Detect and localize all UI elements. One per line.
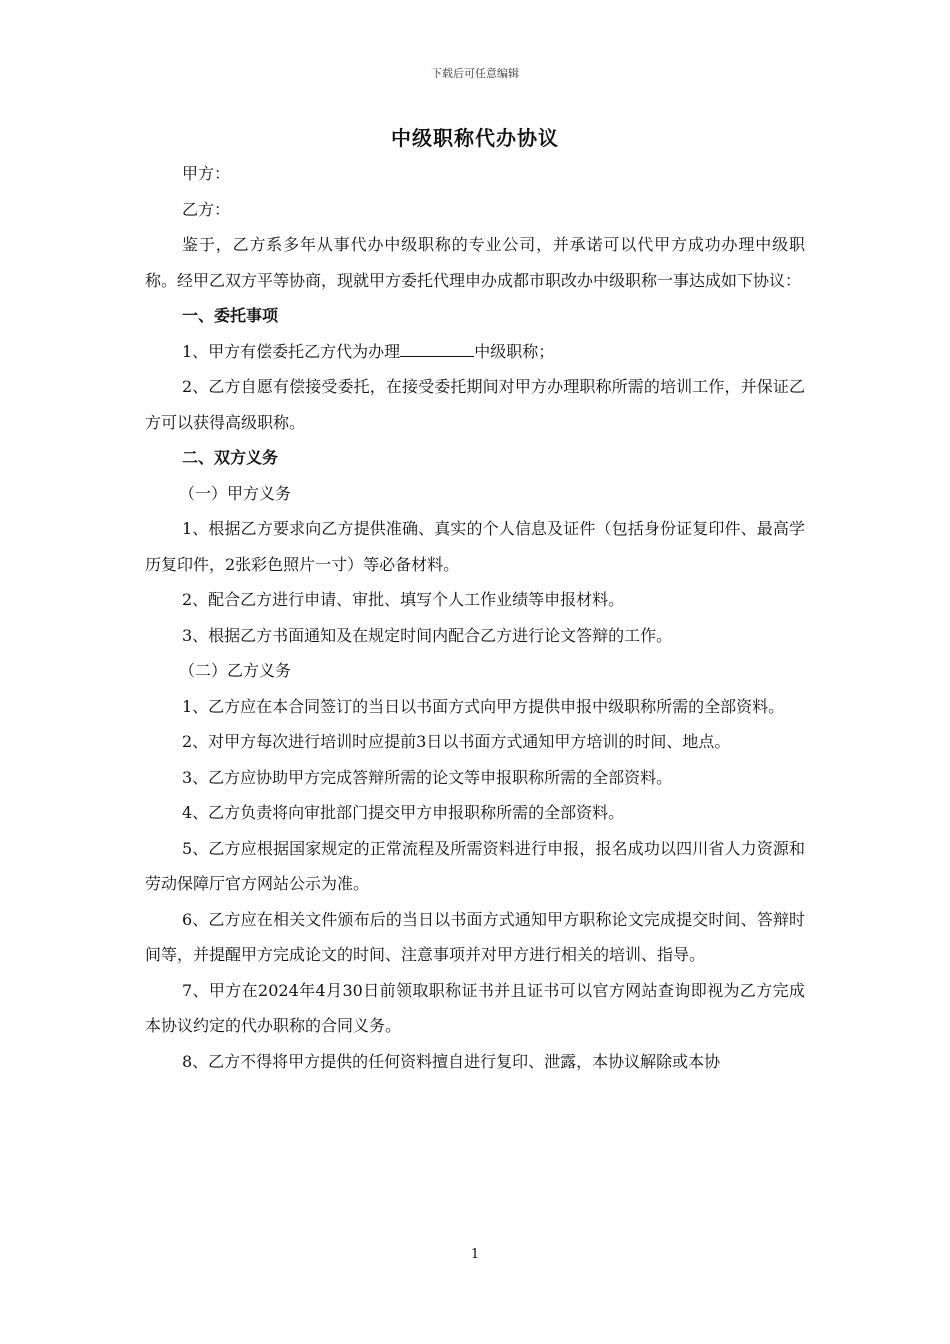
page-number: 1 xyxy=(470,1247,480,1262)
party-b-duty-item: 5、乙方应根据国家规定的正常流程及所需资料进行申报，报名成功以四川省人力资源和劳动保障厅官方网站公示为准。 xyxy=(145,838,805,893)
party-b-line: 乙方： xyxy=(182,199,231,219)
party-a-duty-item: 3、根据乙方书面通知及在规定时间内配合乙方进行论文答辩的工作。 xyxy=(182,625,673,645)
party-b-duty-item: 1、乙方应在本合同签订的当日以书面方式向甲方提供申报中级职称所需的全部资料。 xyxy=(182,696,785,716)
party-b-duty-item: 3、乙方应协助甲方完成答辩所需的论文等申报职称所需的全部资料。 xyxy=(182,767,673,787)
party-b-duty-item: 2、对甲方每次进行培训时应提前3日以书面方式通知甲方培训的时间、地点。 xyxy=(182,732,731,751)
party-b-duties-heading: （二）乙方义务 xyxy=(179,661,292,680)
party-a-line: 甲方： xyxy=(182,164,231,183)
page-header-note: 下载后可任意编辑 xyxy=(431,67,519,80)
party-a-duty-item: 1、根据乙方要求向乙方提供准确、真实的个人信息及证件（包括身份证复印件、最高学历复印件，2张彩色照片一寸）等必备材料。 xyxy=(145,519,805,574)
item-1-text-before: 1、甲方有偿委托乙方代为办理 xyxy=(182,341,401,361)
party-a-duties-heading: （一）甲方义务 xyxy=(179,483,292,503)
section-1-item-2: 2、乙方自愿有偿接受委托，在接受委托期间对甲方办理职称所需的培训工作，并保证乙方可以获得高级职称。 xyxy=(145,377,805,432)
document-title: 中级职称代办协议 xyxy=(391,126,559,150)
preamble-paragraph: 鉴于，乙方系多年从事代办中级职称的专业公司，并承诺可以代甲方成功办理中级职称。经甲乙双方平等协商，现就甲方委托代理申办成都市职改办中级职称一事达成如下协议： xyxy=(145,235,805,290)
party-b-duty-item: 4、乙方负责将向审批部门提交甲方申报职称所需的全部资料。 xyxy=(182,803,625,822)
document-body xyxy=(145,156,805,1079)
party-b-duty-item: 6、乙方应在相关文件颁布后的当日以书面方式通知甲方职称论文完成提交时间、答辩时间等，并提醒甲方完成论文的时间、注意事项并对甲方进行相关的培训、指导。 xyxy=(145,909,805,964)
section-1-heading: 一、委托事项 xyxy=(182,306,279,325)
section-2-heading: 二、双方义务 xyxy=(182,448,279,467)
party-a-duty-item: 2、配合乙方进行申请、审批、填写个人工作业绩等申报材料。 xyxy=(182,590,625,609)
fill-in-blank xyxy=(400,338,474,357)
section-1-item-1 xyxy=(145,334,805,370)
party-b-duty-item: 8、乙方不得将甲方提供的任何资料擅自进行复印、泄露，本协议解除或本协 xyxy=(182,1051,721,1071)
party-b-duty-item: 7、甲方在2024年4月30日前领取职称证书并且证书可以官方网站查询即视为乙方完成本协议约定的代办职称的合同义务。 xyxy=(145,980,805,1035)
item-1-text-after: 中级职称； xyxy=(474,341,555,361)
